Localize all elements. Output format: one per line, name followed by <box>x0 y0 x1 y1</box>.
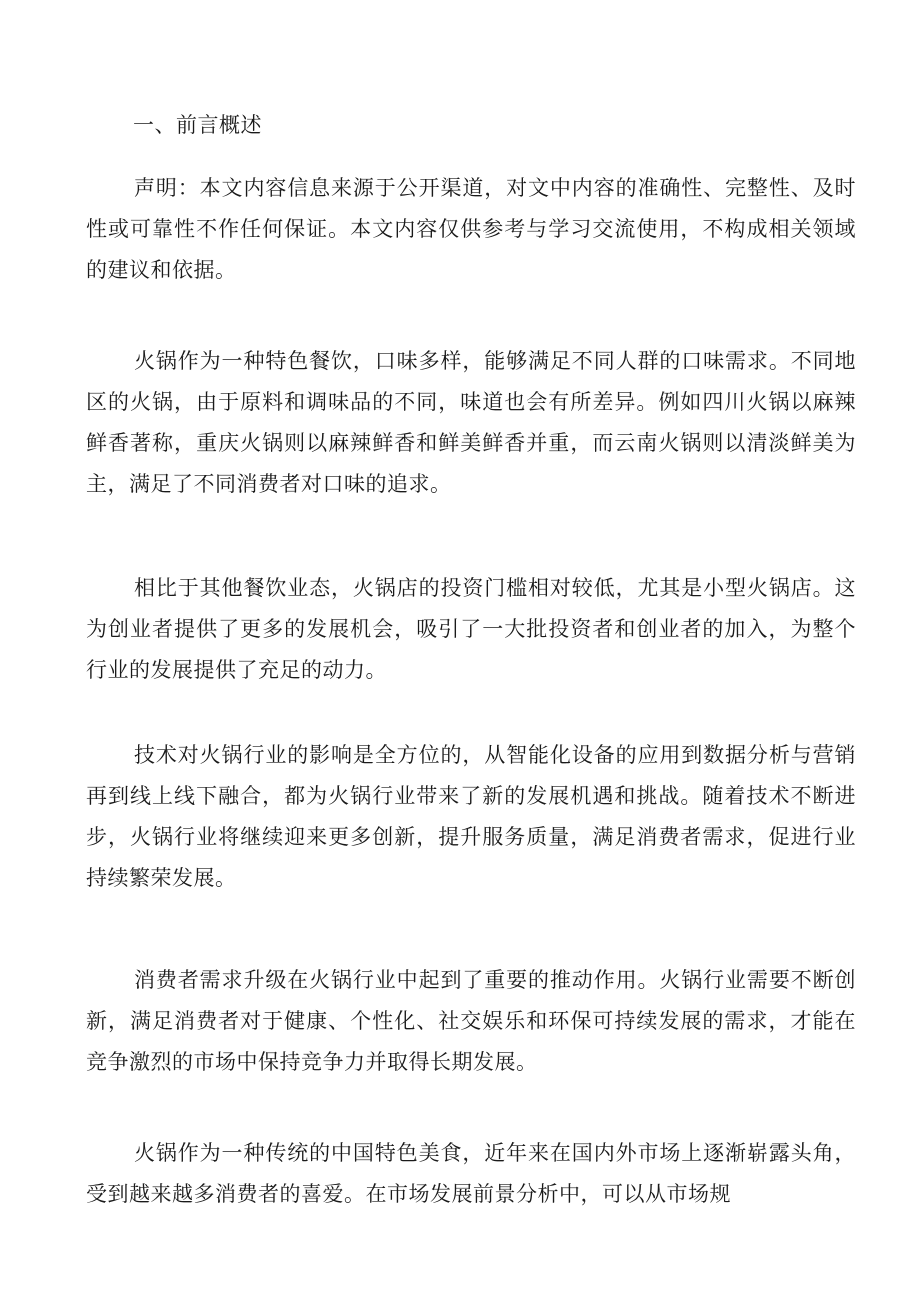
disclaimer-paragraph: 声明：本文内容信息来源于公开渠道，对文中内容的准确性、完整性、及时性或可靠性不作任何保证。本文内容仅供参考与学习交流使用，不构成相关领域的建议和依据。 <box>86 176 856 282</box>
body-paragraph: 相比于其他餐饮业态，火锅店的投资门槛相对较低，尤其是小型火锅店。这为创业者提供了更多的发展机会，吸引了一大批投资者和创业者的加入，为整个行业的发展提供了充足的动力。 <box>86 576 856 682</box>
body-paragraph: 火锅作为一种传统的中国特色美食，近年来在国内外市场上逐渐崭露头角，受到越来越多消费者的喜爱。在市场发展前景分析中，可以从市场规 <box>86 1141 856 1206</box>
body-paragraph: 消费者需求升级在火锅行业中起到了重要的推动作用。火锅行业需要不断创新，满足消费者对于健康、个性化、社交娱乐和环保可持续发展的需求，才能在竞争激烈的市场中保持竞争力并取得长期发展。 <box>86 968 856 1074</box>
body-paragraph: 火锅作为一种特色餐饮，口味多样，能够满足不同人群的口味需求。不同地区的火锅，由于原料和调味品的不同，味道也会有所差异。例如四川火锅以麻辣鲜香著称，重庆火锅则以麻辣鲜香和鲜美鲜香并重，而云南火锅则以清淡鲜美为主，满足了不同消费者对口味的追求。 <box>86 349 856 496</box>
section-heading: 一、前言概述 <box>133 113 262 137</box>
body-paragraph: 技术对火锅行业的影响是全方位的，从智能化设备的应用到数据分析与营销再到线上线下融合，都为火锅行业带来了新的发展机遇和挑战。随着技术不断进步，火锅行业将继续迎来更多创新，提升服务质量，满足消费者需求，促进行业持续繁荣发展。 <box>86 743 856 890</box>
